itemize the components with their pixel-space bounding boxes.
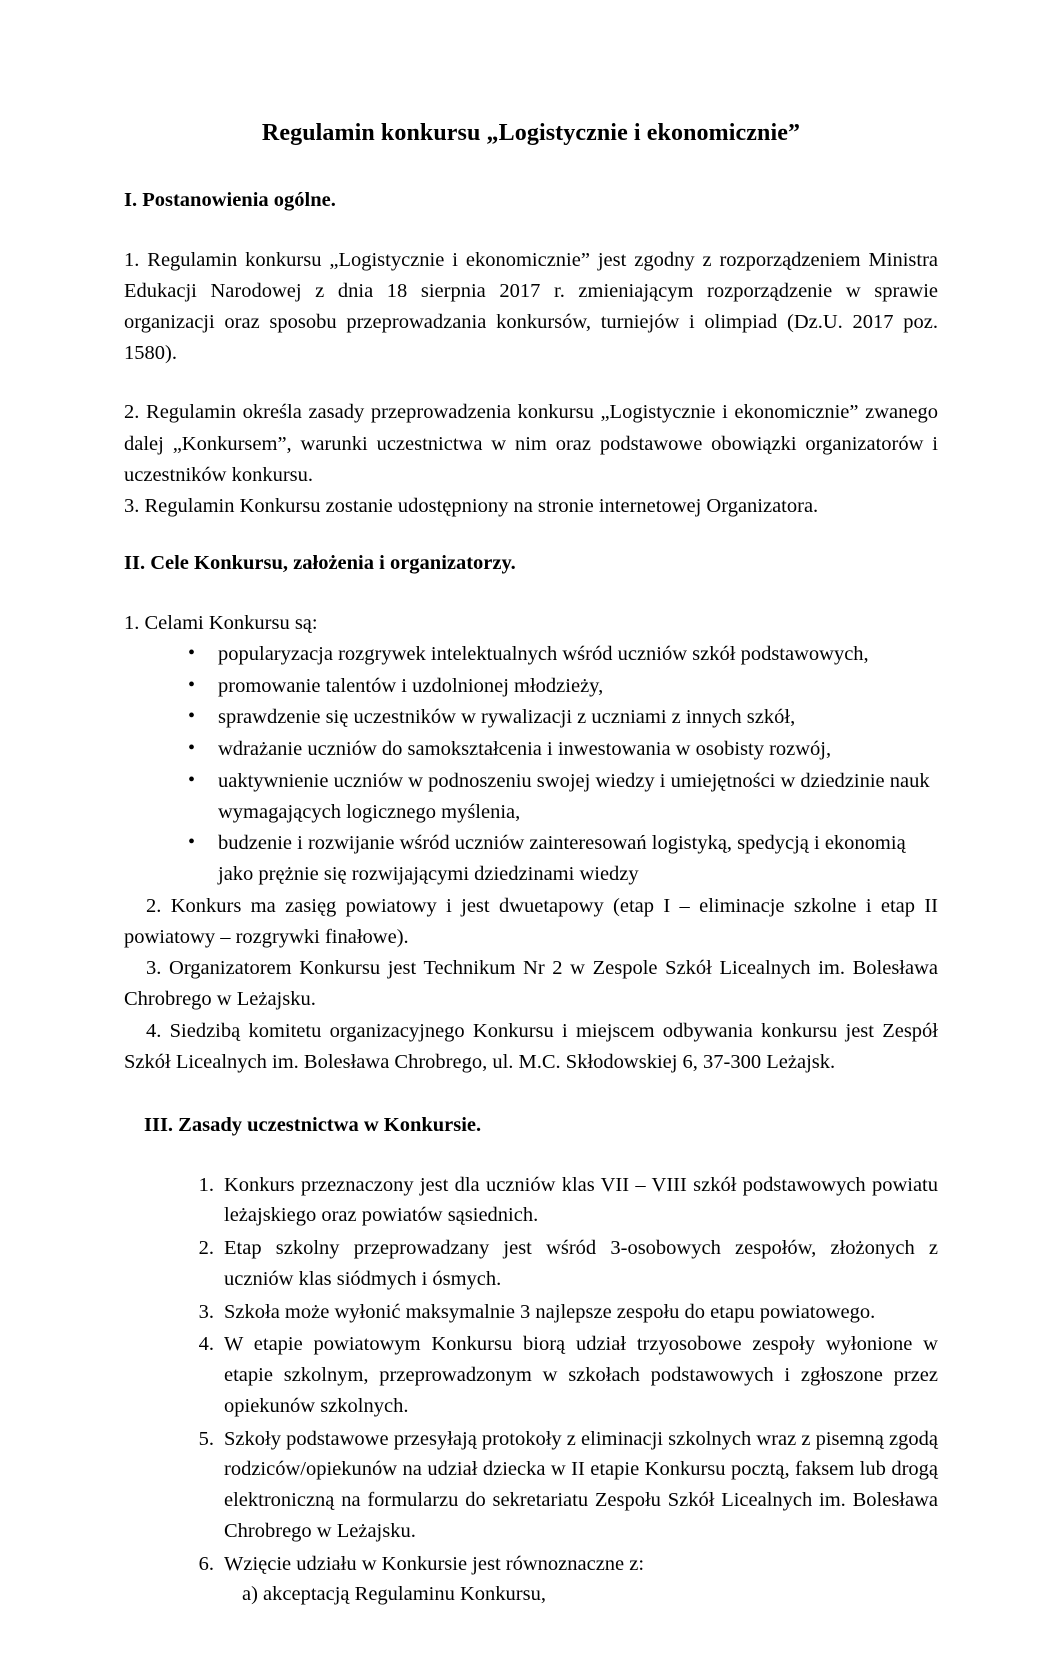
- paragraph-ii-4: 4. Siedzibą komitetu organizacyjnego Konkursu i miejscem odbywania konkursu jest Zespół Szkół Licealnych im. Bolesława Chrobrego, ul. M.C. Skłodowskiej 6, 37-300 Leżajsk.: [124, 1019, 938, 1073]
- paragraph-i-1: 1. Regulamin konkursu „Logistycznie i ekonomicznie” jest zgodny z rozporządzeniem Ministra Edukacji Narodowej z dnia 18 sierpnia 2017 r. zmieniającym rozporządzenie w sprawie organizacji oraz sposobu przeprowadzania konkursów, turniejów i olimpiad (Dz.U. 2017 poz. 1580).: [124, 248, 938, 365]
- list-item: Konkurs przeznaczony jest dla uczniów klas VII – VIII szkół podstawowych powiatu leżajskiego oraz powiatów sąsiednich.: [224, 1173, 938, 1227]
- section-heading-i: I. Postanowienia ogólne.: [124, 189, 336, 212]
- paragraph-ii-3: 3. Organizatorem Konkursu jest Technikum Nr 2 w Zespole Szkół Licealnych im. Bolesława Chrobrego w Leżajsku.: [124, 957, 938, 1011]
- section-heading-iii: III. Zasady uczestnictwa w Konkursie.: [144, 1113, 482, 1136]
- list-item: Etap szkolny przeprowadzany jest wśród 3-osobowych zespołów, złożonych z uczniów klas siódmych i ósmych.: [224, 1237, 938, 1290]
- spacer: [124, 1078, 938, 1112]
- list-item: • promowanie talentów i uzdolnionej młodzieży,: [184, 671, 938, 702]
- list-item: W etapie powiatowym Konkursu biorą udział trzyosobowe zespoły wyłonione w etapie szkolnym, przeprowadzonym w szkołach podstawowych i zgłoszone przez opiekunów szkolnych.: [224, 1333, 938, 1417]
- list-item: • budzenie i rozwijanie wśród uczniów zainteresowań logistyką, spedycją i ekonomią jako prężnie się rozwijającymi dziedzinami wiedzy: [184, 828, 938, 890]
- list-item: Szkoły podstawowe przesyłają protokoły z eliminacji szkolnych wraz z pisemną zgodą rodziców/opiekunów na udział dziecka w II etapie Konkursu pocztą, faksem lub drogą elektroniczną na formularzu do sekretariatu Zespołu Szkół Licealnych im. Bolesława Chrobrego w Leżajsku.: [224, 1427, 938, 1542]
- participation-rules-list: [124, 1170, 938, 1611]
- list-item: • uaktywnienie uczniów w podnoszeniu swojej wiedzy i umiejętności w dziedzinie nauk wymagających logicznego myślenia,: [184, 766, 938, 828]
- page-title: Regulamin konkursu „Logistycznie i ekonomicznie”: [261, 120, 801, 146]
- goals-list: [124, 639, 938, 890]
- paragraph-i-2: 2. Regulamin określa zasady przeprowadzenia konkursu „Logistycznie i ekonomicznie” zwanego dalej „Konkursem”, warunki uczestnictwa w nim oraz podstawowe obowiązki organizatorów i uczestników konkursu.: [124, 401, 938, 486]
- list-item: [186, 1549, 938, 1611]
- list-item: Szkoła może wyłonić maksymalnie 3 najlepsze zespołu do etapu powiatowego.: [224, 1300, 876, 1323]
- paragraph-ii-intro: 1. Celami Konkursu są:: [124, 611, 318, 634]
- paragraph-ii-2: 2. Konkurs ma zasięg powiatowy i jest dwuetapowy (etap I – eliminacje szkolne i etap II powiatowy – rozgrywki finałowe).: [124, 894, 938, 949]
- paragraph-i-3: 3. Regulamin Konkursu zostanie udostępniony na stronie internetowej Organizatora.: [124, 494, 819, 517]
- list-item: • sprawdzenie się uczestników w rywalizacji z uczniami z innych szkół,: [184, 702, 938, 733]
- section-heading-ii: II. Cele Konkursu, założenia i organizatorzy.: [124, 552, 516, 575]
- list-item: • wdrażanie uczniów do samokształcenia i inwestowania w osobisty rozwój,: [184, 734, 938, 765]
- list-subitem-a: a) akceptacją Regulaminu Konkursu,: [242, 1583, 546, 1606]
- list-item: • popularyzacja rozgrywek intelektualnych wśród uczniów szkół podstawowych,: [184, 639, 938, 670]
- list-item-text: Wzięcie udziału w Konkursie jest równoznaczne z:: [224, 1552, 645, 1575]
